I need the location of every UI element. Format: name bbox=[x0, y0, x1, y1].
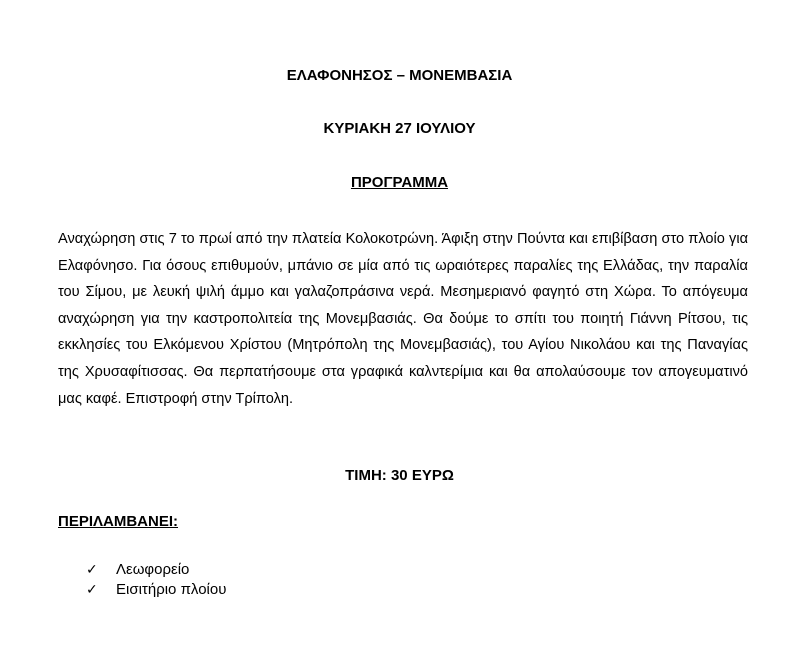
document-title: ΕΛΑΦΟΝΗΣΟΣ – ΜΟΝΕΜΒΑΣΙΑ bbox=[286, 67, 513, 84]
includes-heading: ΠΕΡΙΛΑΜΒΑΝΕΙ: bbox=[58, 513, 179, 530]
includes-item-bus bbox=[86, 560, 226, 580]
includes-item-ferry-ticket bbox=[86, 580, 226, 600]
includes-item-label: Λεωφορείο bbox=[116, 561, 190, 578]
check-icon: ✓ bbox=[86, 562, 98, 578]
includes-list bbox=[86, 560, 226, 600]
program-heading: ΠΡΟΓΡΑΜΜΑ bbox=[350, 174, 449, 191]
check-icon: ✓ bbox=[86, 582, 98, 598]
includes-item-label: Εισιτήριο πλοίου bbox=[116, 581, 227, 598]
program-description: Αναχώρηση στις 7 το πρωί από την πλατεία Κολοκοτρώνη. Άφιξη στην Πούντα και επιβίβαση στο πλοίο για Ελαφόνησο. Για όσους επιθυμούν, μπάνιο σε μία από τις ωραιότερες παραλίες της Ελλάδας, την παραλία του Σίμου, με λευκή ψιλή άμμο και γαλαζοπράσινα νερά. Μεσημεριανό φαγητό στη Χώρα. Το απόγευμα αναχώρηση για την καστροπολιτεία της Μονεμβασιάς. Θα δούμε το σπίτι του ποιητή Γιάννη Ρίτσου, τις εκκλησίες του Ελκόμενου Χρίστου (Μητρόπολη της Μονεμβασιάς), του Αγίου Νικολάου και της Παναγίας της Χρυσαφίτισσας. Θα περπατήσουμε στα γραφικά καλντερίμια και θα απολαύσουμε τον απογευματινό μας καφέ. Επιστροφή στην Τρίπολη. bbox=[58, 231, 748, 407]
trip-date: ΚΥΡΙΑΚΗ 27 ΙΟΥΛΙΟΥ bbox=[323, 120, 476, 137]
price-heading: ΤΙΜΗ: 30 ΕΥΡΩ bbox=[345, 467, 454, 484]
